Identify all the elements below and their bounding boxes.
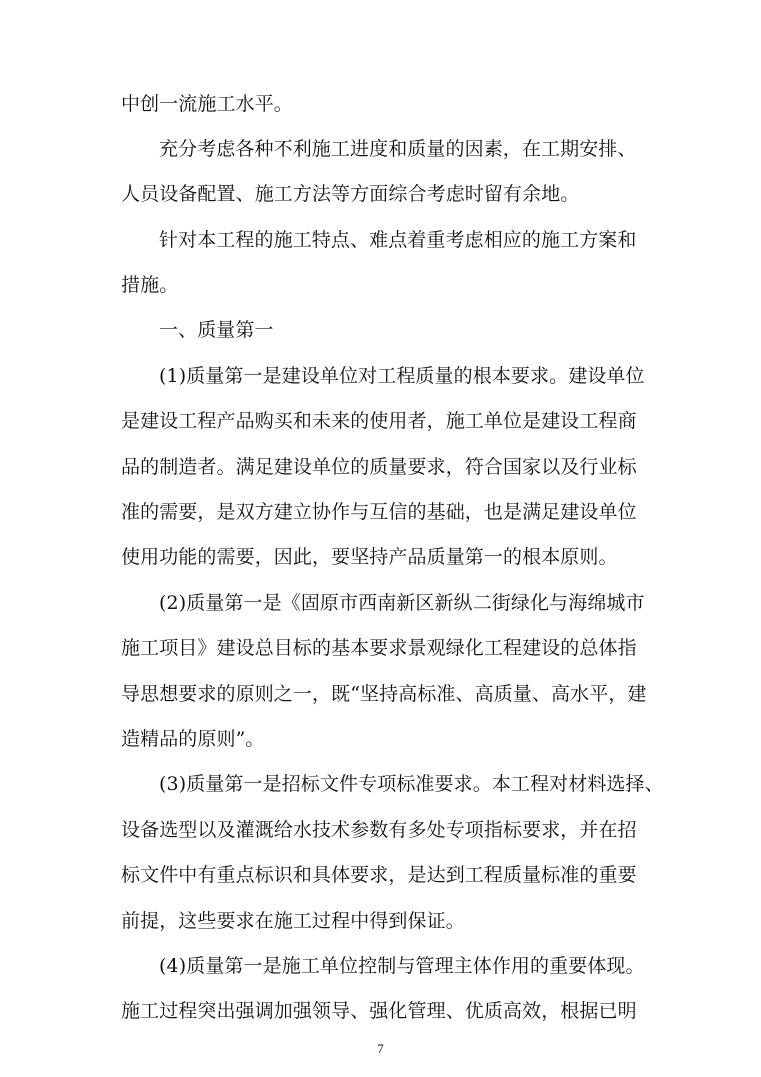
- text-line: 充分考虑各种不利施工进度和质量的因素，在工期安排、: [159, 138, 637, 160]
- text-line: 使用功能的需要，因此，要坚持产品质量第一的根本原则。: [121, 546, 618, 568]
- text-line: (2)质量第一是《固原市西南新区新纵二街绿化与海绵城市: [159, 592, 645, 614]
- section-heading: 一、质量第一: [159, 319, 274, 341]
- text-line: (4)质量第一是施工单位控制与管理主体作用的重要体现。: [159, 955, 645, 977]
- text-line: 准的需要，是双方建立协作与互信的基础，也是满足建设单位: [121, 501, 637, 523]
- text-line: 造精品的原则”。: [121, 728, 265, 750]
- text-line: 导思想要求的原则之一，既“坚持高标准、高质量、高水平，建: [121, 683, 647, 705]
- text-line: 施工项目》建设总目标的基本要求景观绿化工程建设的总体指: [121, 637, 637, 659]
- text-line: 施工过程突出强调加强领导、强化管理、优质高效，根据已明: [121, 1000, 637, 1022]
- text-line: 前提，这些要求在施工过程中得到保证。: [121, 910, 465, 932]
- text-line: 品的制造者。满足建设单位的质量要求，符合国家以及行业标: [121, 456, 637, 478]
- page-number: 7: [377, 1041, 384, 1056]
- text-line: 措施。: [121, 274, 179, 296]
- text-line: 中创一流施工水平。: [121, 93, 293, 115]
- text-line: (1)质量第一是建设单位对工程质量的根本要求。建设单位: [159, 365, 645, 387]
- text-line: 是建设工程产品购买和未来的使用者，施工单位是建设工程商: [121, 410, 637, 432]
- text-line: 针对本工程的施工特点、难点着重考虑相应的施工方案和: [159, 229, 637, 251]
- text-line: 设备选型以及灌溉给水技术参数有多处专项指标要求，并在招: [121, 819, 637, 841]
- text-line: 标文件中有重点标识和具体要求，是达到工程质量标准的重要: [121, 864, 637, 886]
- text-line: 人员设备配置、施工方法等方面综合考虑时留有余地。: [121, 183, 580, 205]
- text-line: (3)质量第一是招标文件专项标准要求。本工程对材料选择、: [159, 773, 664, 795]
